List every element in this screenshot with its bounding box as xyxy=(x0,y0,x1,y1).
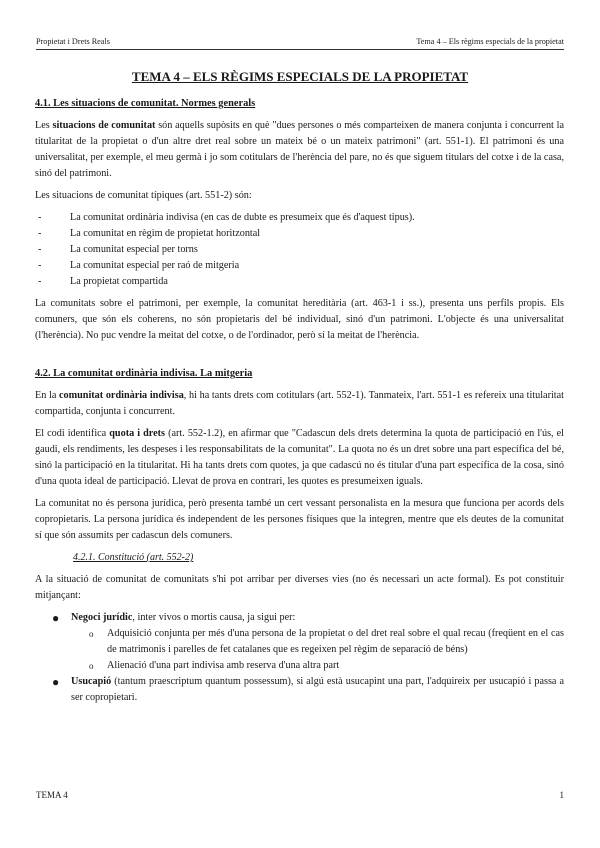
sub-list-item: o Alienació d'una part indivisa amb reserva d'una altra part xyxy=(71,658,564,674)
page-number: 1 xyxy=(559,790,564,800)
paragraph-tipiques: Les situacions de comunitat típiques (art. 551-2) són: xyxy=(35,190,252,201)
community-types-list xyxy=(35,210,564,290)
paragraph-comunitat-ordinaria: En la comunitat ordinària indivisa, hi ha tants drets com cotitulars (art. 552-1). Tanmateix, l'art. 551-1 es refereix una titularitat compartida, conjunta i concurrent. xyxy=(35,390,564,417)
paragraph-patrimoni: La comunitats sobre el patrimoni, per exemple, la comunitat hereditària (art. 463-1 i ss.), presenta uns perfils propis. Els comuners, que són els coherens, no són propietaris del bé individual, sinó d'un patrimoni. L'objecte és una universalitat (l'herència). No puc vendre la meitat del cotxe, o de l'ordinador, però sí la meitat de l'herència. xyxy=(35,298,564,341)
header-left: Propietat i Drets Reals xyxy=(36,37,110,46)
paragraph-persona-juridica: La comunitat no és persona jurídica, però presenta també un cert vessant personalista en la mesura que funciona per acords dels copropietaris. La persona jurídica és independent de les persones físiques que la integren, mentre que els deutes de la comunitat sí que són assumits per cadascun dels comuners. xyxy=(35,498,564,541)
section-heading-4-1: 4.1. Les situacions de comunitat. Normes generals xyxy=(35,98,256,109)
subsection-heading-4-2-1: 4.2.1. Constitució (art. 552-2) xyxy=(73,552,194,563)
footer-left: TEMA 4 xyxy=(36,790,68,800)
sub-list-item: o Adquisició conjunta per més d'una persona de la propietat o del dret real sobre el qual recau (freqüent en el cas de matrimonis i parelles de fet catalanes que es regeixen pel règim de separació de béns) xyxy=(89,628,564,655)
section-heading-4-2: 4.2. La comunitat ordinària indivisa. La mitgeria xyxy=(35,368,253,379)
circle-bullet-icon: o xyxy=(89,629,94,639)
paragraph-quota: El codi identifica quota i drets (art. 552-1.2), en afirmar que "Cadascun dels drets determina la quota de participació en l'ús, el gaudi, els rendiments, les despeses i les responsabilitats de la comunitat". La quota no és un dret sobre una part específica del bé, sinó la participació en la titularitat. Hi ha tants drets com quotes, ja que cadascú no és titular d'una part específica de la cosa, sinó d'una quota ideal de participació. Llevat de prova en contrari, les quotes es presumeixen iguals. xyxy=(35,428,565,487)
bold-term: situacions de comunitat xyxy=(52,120,156,131)
list-item: - La comunitat ordinària indivisa (en cas de dubte es presumeix que és d'aquest tipus). xyxy=(35,210,564,226)
paragraph-situacions: Les situacions de comunitat són aquells supòsits en què "dues persones o més comparteixen de manera conjunta i concurrent la titularitat de la propietat o d'un altre dret real sobre un mateix bé o un mateix patrimoni" (art. 551-1). El patrimoni és una universalitat, per exemple, el meu germà i jo som cotitulars de l'herència del pare, no és que siguem titulars del cotxe i de la casa, sinó del patrimoni. xyxy=(35,120,565,179)
list-item: - La propietat compartida xyxy=(35,274,564,290)
list-item: - La comunitat especial per torns xyxy=(35,242,564,258)
page-header xyxy=(36,37,564,50)
list-item: - La comunitat en règim de propietat horitzontal xyxy=(35,226,564,242)
header-right: Tema 4 – Els règims especials de la propietat xyxy=(416,37,564,46)
page-title: TEMA 4 – ELS RÈGIMS ESPECIALS DE LA PROPIETAT xyxy=(131,69,469,84)
constitution-ways-list xyxy=(35,610,564,706)
list-item: - La comunitat especial per raó de mitgeria xyxy=(35,258,564,274)
document-body xyxy=(35,96,564,706)
paragraph-constitucio: A la situació de comunitat de comunitats s'hi pot arribar per diverses vies (no és necessari un acte formal). Es pot constituir mitjançant: xyxy=(35,574,564,601)
bold-term: comunitat ordinària indivisa xyxy=(59,390,184,401)
bullet-icon: ● xyxy=(52,675,60,689)
list-item: ● Negoci jurídic, inter vivos o mortis causa, ja sigui per: o Adquisició conjunta per més d'una persona de la propietat o del dret real sobre el qual recau (freqüent en el cas de matrimonis i parelles de fet catalanes que es regeixen pel règim de separació de béns) o Alienació d'una part indivisa amb reserva d'una altra part xyxy=(35,610,564,674)
sub-list xyxy=(71,626,564,674)
bold-term: quota i drets xyxy=(109,428,166,439)
bullet-icon: ● xyxy=(52,611,60,625)
circle-bullet-icon: o xyxy=(89,661,94,671)
list-item: ● Usucapió (tantum praescriptum quantum possessum), si algú està usucapint una part, l'adquireix per usucapió i passa a ser copropietari. xyxy=(52,675,564,703)
